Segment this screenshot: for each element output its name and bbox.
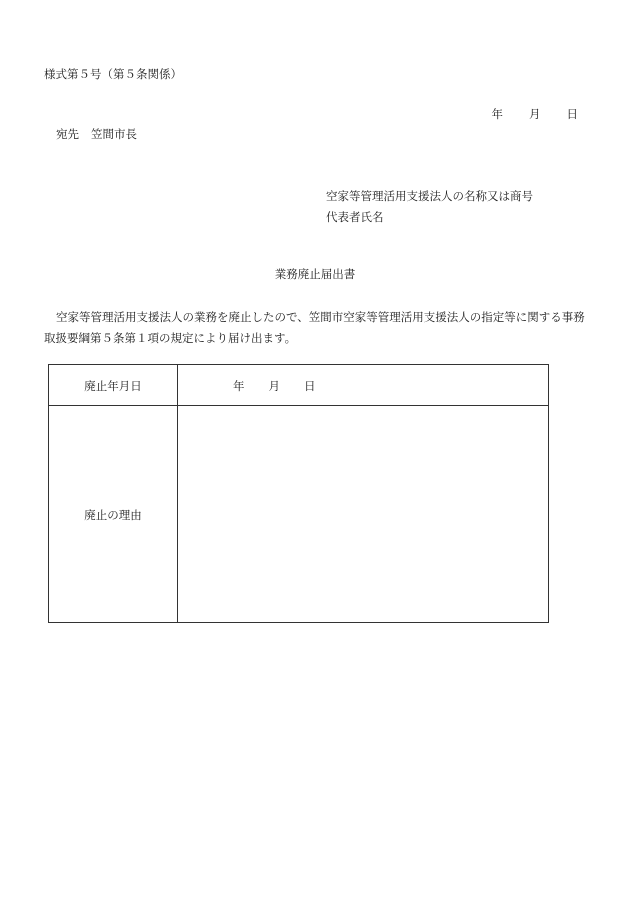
abolition-reason-label: 廃止の理由	[84, 508, 142, 522]
applicant-name-label: 空家等管理活用支援法人の名称又は商号	[326, 189, 533, 203]
body-text: 空家等管理活用支援法人の業務を廃止したので、笠間市空家等管理活用支援法人の指定等に関する事務取扱要綱第５条第１項の規定により届け出ます。	[44, 310, 585, 345]
form-table	[48, 364, 549, 623]
representative-name-label: 代表者氏名	[326, 210, 384, 224]
abolition-day-label: 日	[304, 379, 316, 393]
abolition-reason-field[interactable]	[189, 417, 539, 612]
addressee-label: 宛先	[56, 127, 79, 141]
abolition-date-label: 廃止年月日	[84, 379, 142, 393]
abolition-month-label: 月	[268, 379, 280, 393]
date-month-label: 月	[529, 107, 541, 121]
table-column-divider	[177, 365, 178, 622]
form-number: 様式第５号（第５条関係）	[44, 67, 182, 81]
applicant-block	[326, 186, 533, 228]
table-row-divider	[49, 405, 548, 406]
submission-date	[492, 106, 579, 122]
date-day-label: 日	[566, 107, 578, 121]
abolition-year-label: 年	[233, 379, 245, 393]
addressee	[56, 126, 137, 142]
abolition-date-field[interactable]	[233, 378, 316, 394]
date-year-label: 年	[491, 107, 503, 121]
addressee-name: 笠間市長	[91, 127, 137, 141]
document-title: 業務廃止届出書	[274, 267, 356, 281]
